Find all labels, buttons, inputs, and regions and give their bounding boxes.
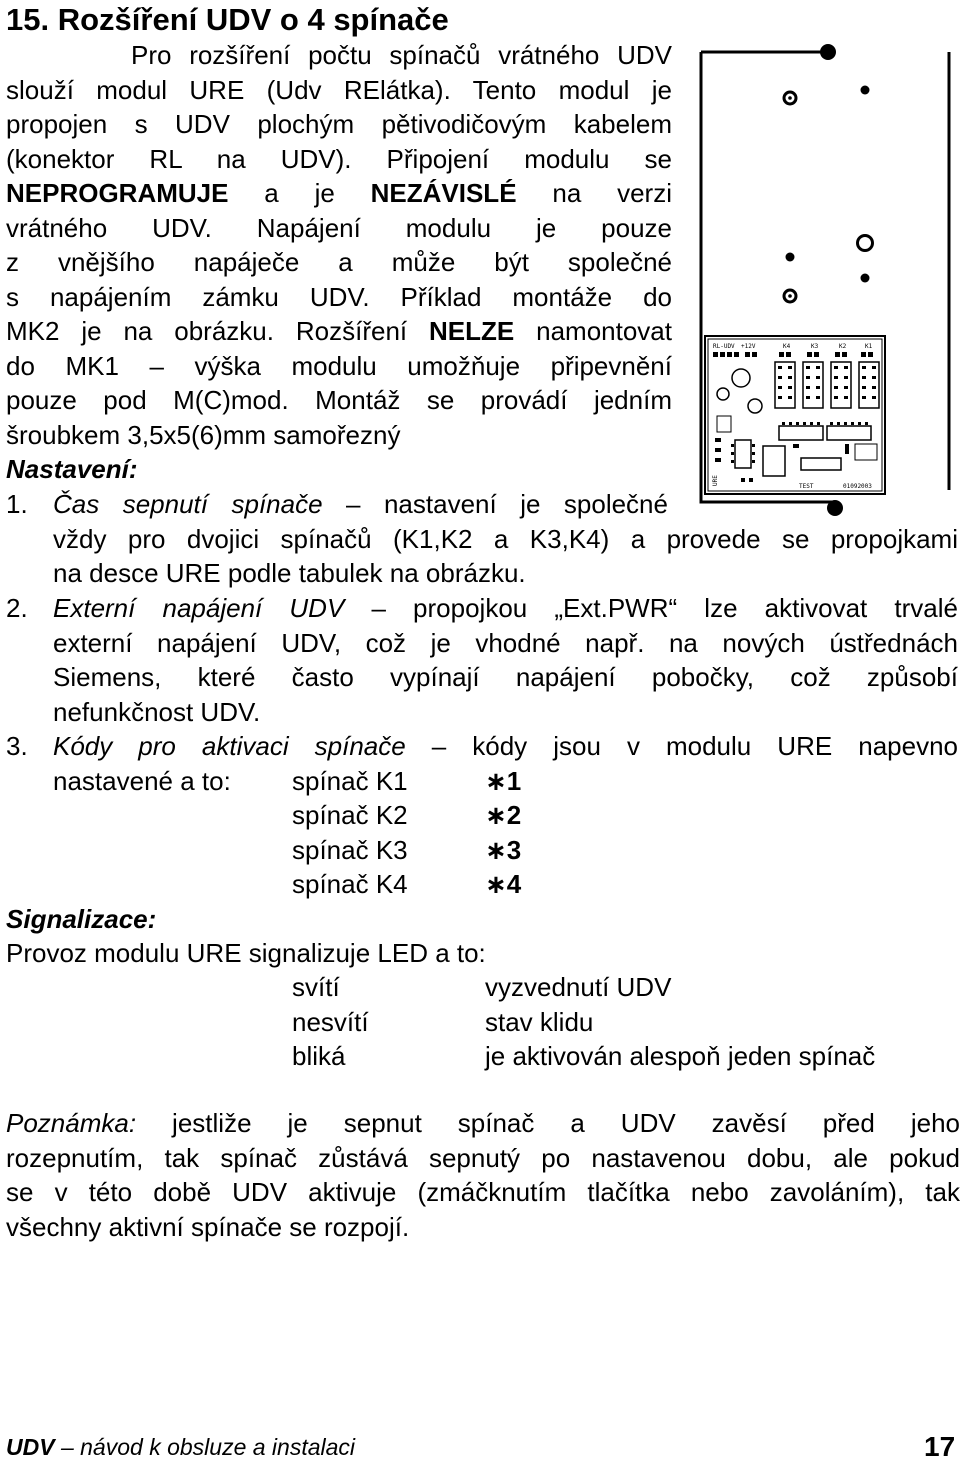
nastaveni-heading: Nastavení: [6, 454, 138, 484]
code-switch-label: spínač K2 [292, 800, 408, 830]
pcb-label-k2: K2 [839, 343, 847, 350]
code-value: ∗3 [485, 835, 522, 865]
pcb-label-power: +12V [741, 343, 756, 350]
intro-text: na verzi [516, 178, 672, 208]
pcb-label-k4: K4 [783, 343, 791, 350]
pcb-outline [705, 336, 885, 494]
item-line [53, 591, 958, 626]
note-line [6, 1106, 960, 1141]
mount-dot [786, 253, 795, 262]
footer-title: – návod k obsluze a instalaci [54, 1434, 356, 1460]
pcb-label-date: 01092003 [843, 483, 872, 490]
note-line: rozepnutím, tak spínač zůstává sepnutý po nastavenou dobu, ale pokud [6, 1142, 960, 1173]
note-line: všechny aktivní spínače se rozpojí. [6, 1211, 410, 1242]
intro-line: slouží modul URE (Udv RElátka). Tento modul je [6, 74, 672, 105]
item-line: nefunkčnost UDV. [53, 696, 261, 727]
intro-line: Pro rozšíření počtu spínačů vrátného UDV [131, 40, 672, 70]
emphasis-nezavisle: NEZÁVISLÉ [370, 178, 517, 208]
item-line: externí napájení UDV, což je vhodné např. na nových ústřednách [53, 627, 958, 658]
setting-item-2 [6, 591, 960, 731]
note-text: jestliže je sepnut spínač a UDV zavěsí před jeho [136, 1108, 960, 1138]
note-line: se v této době UDV aktivuje (zmáčknutím tlačítka nebo zavoláním), tak [6, 1177, 960, 1207]
code-switch-label: spínač K1 [292, 766, 408, 796]
code-value: ∗1 [485, 766, 522, 796]
intro-line [6, 314, 672, 349]
setting-item-3 [6, 729, 960, 799]
intro-line [6, 176, 672, 211]
item-line: Siemens, které často vypínají napájení pobočky, což způsobí [53, 662, 958, 692]
intro-line: propojen s UDV plochým pětivodičovým kabelem [6, 109, 672, 139]
intro-text: MK2 je na obrázku. [6, 316, 296, 346]
code-switch-label: spínač K3 [292, 835, 408, 865]
code-value: ∗4 [485, 869, 522, 899]
intro-line: do MK1 – výška modulu umožňuje připevnění [6, 350, 672, 381]
item-line [53, 487, 668, 522]
item-text-part: – nastavení je společné [322, 489, 668, 519]
intro-line: s napájením zámku UDV. Příklad montáže do [6, 281, 672, 312]
screw-hole-center [788, 96, 792, 100]
mounting-diagram [695, 42, 957, 522]
item-line: nastavené a to: [53, 765, 231, 796]
intro-paragraph [6, 38, 672, 452]
item-lead: Čas sepnutí spínače [53, 489, 323, 519]
page-number: 17 [924, 1431, 956, 1462]
pcb-label-k1: K1 [865, 343, 873, 350]
item-line: na desce URE podle tabulek na obrázku. [53, 558, 526, 588]
emphasis-neprogramuje: NEPROGRAMUJE [6, 178, 229, 208]
screw-hole-center [788, 294, 792, 298]
led-meaning: stav klidu [485, 1007, 594, 1037]
intro-text: a je [228, 178, 371, 208]
pcb-label-ure: URE [712, 475, 719, 486]
pcb-label-rl: RL-UDV [713, 343, 735, 350]
item-lead: Kódy pro aktivaci spínače [53, 731, 406, 761]
item-text-part: – propojkou „Ext.PWR“ lze aktivovat trvalé [344, 593, 958, 623]
pcb-board [705, 336, 885, 494]
intro-line: z vnějšího napáječe a může být společné [6, 247, 672, 277]
item-number: 2. [6, 593, 28, 623]
note-paragraph [6, 1106, 960, 1244]
footer-left [6, 1430, 355, 1465]
item-text [53, 591, 958, 729]
mount-dot [861, 274, 870, 283]
item-number: 1. [6, 489, 28, 519]
note-label: Poznámka: [6, 1108, 137, 1138]
intro-line: (konektor RL na UDV). Připojení modulu se [6, 143, 672, 174]
intro-line: pouze pod M(C)mod. Montáž se provádí jedním [6, 385, 672, 415]
intro-line: vrátného UDV. Napájení modulu je pouze [6, 212, 672, 243]
code-switch-label: spínač K4 [292, 869, 408, 899]
signalizace-intro: Provoz modulu URE signalizuje LED a to: [6, 938, 486, 968]
mount-hole [858, 236, 873, 251]
item-number: 3. [6, 731, 28, 761]
pcb-label-k3: K3 [811, 343, 819, 350]
section-title: 15. Rozšíření UDV o 4 spínače [6, 2, 449, 37]
footer-brand: UDV [6, 1434, 55, 1460]
pcb-label-test: TEST [799, 483, 814, 490]
mount-dot-large [820, 44, 836, 60]
item-text-part: – kódy jsou v modulu URE napevno [405, 731, 958, 761]
intro-text: Rozšíření [295, 316, 430, 346]
code-value: ∗2 [485, 800, 522, 830]
led-state: bliká [292, 1041, 346, 1071]
led-meaning: vyzvednutí UDV [485, 972, 672, 1002]
mount-dot-large [827, 500, 843, 516]
item-line: vždy pro dvojici spínačů (K1,K2 a K3,K4) a provede se propojkami [53, 523, 958, 554]
emphasis-nelze: NELZE [429, 316, 515, 346]
item-line [53, 729, 958, 764]
led-meaning: je aktivován alespoň jeden spínač [485, 1041, 876, 1071]
signalizace-heading: Signalizace: [6, 904, 157, 934]
intro-text: namontovat [514, 316, 672, 346]
intro-line: šroubkem 3,5x5(6)mm samořezný [6, 419, 401, 450]
item-lead: Externí napájení UDV [53, 593, 345, 623]
led-state: svítí [292, 972, 340, 1002]
led-state: nesvítí [292, 1007, 369, 1037]
mount-dot [861, 86, 870, 95]
